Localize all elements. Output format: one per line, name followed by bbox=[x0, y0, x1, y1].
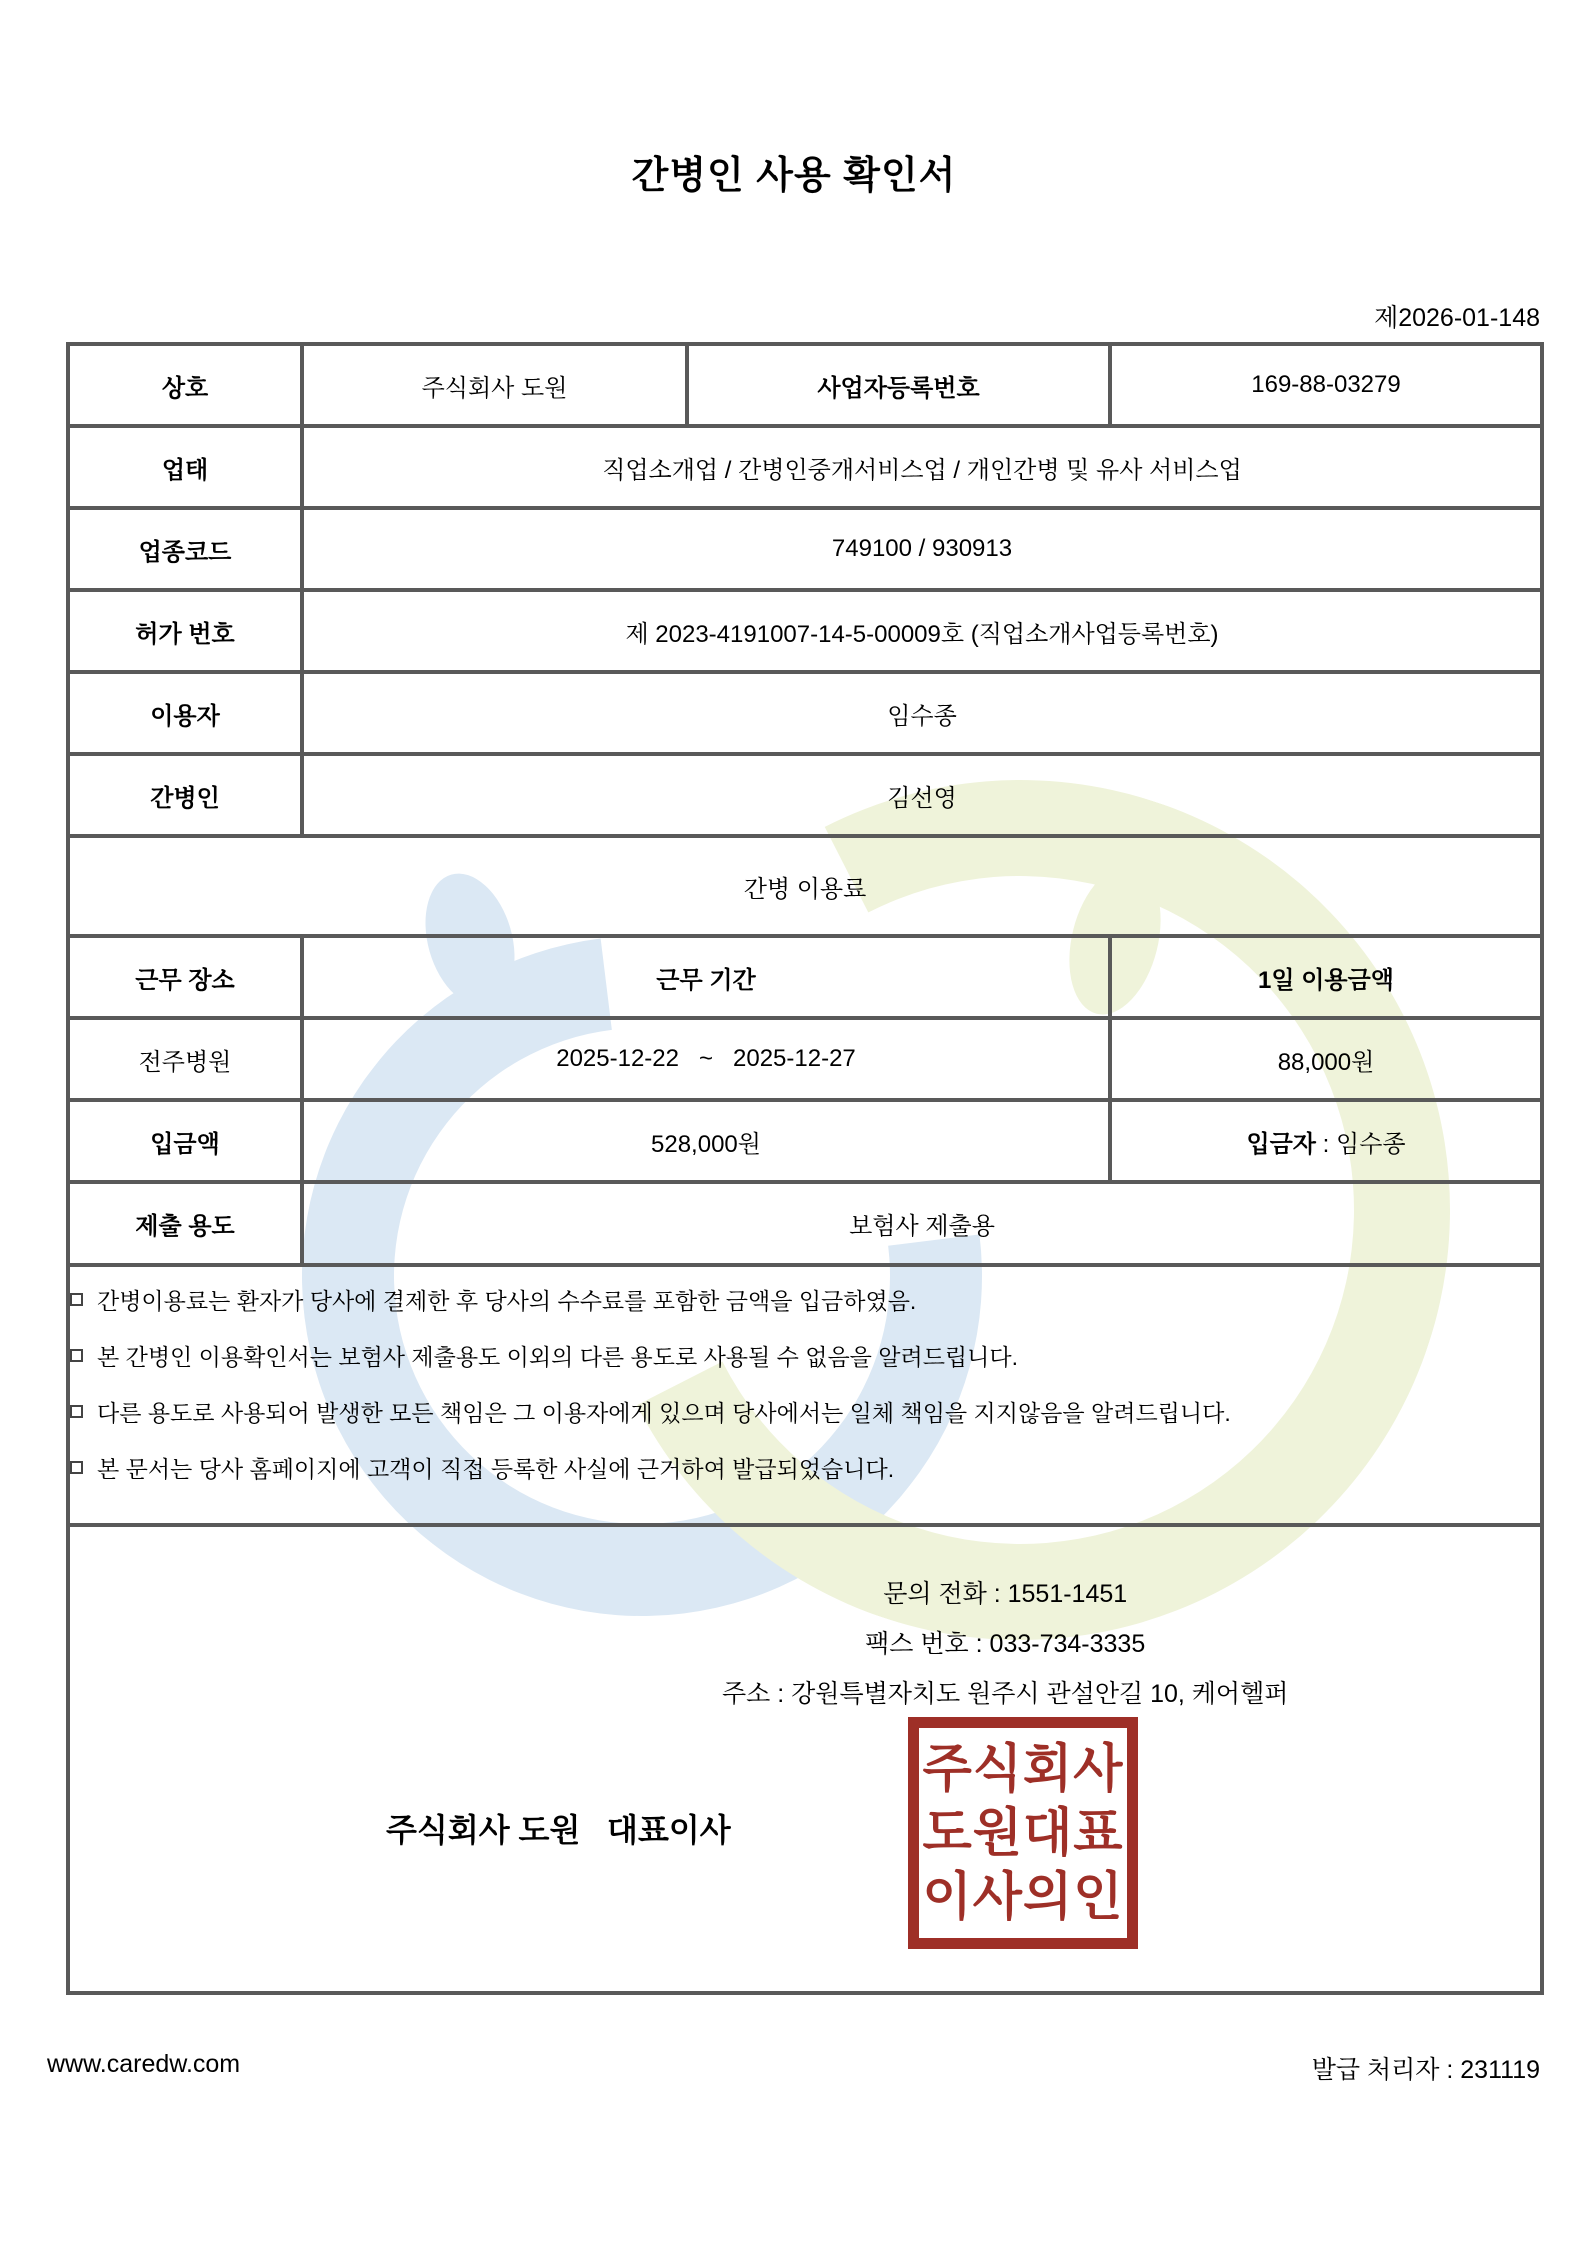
note-text: 본 문서는 당사 홈페이지에 고객이 직접 등록한 사실에 근거하여 발급되었습니다. bbox=[97, 1456, 895, 1482]
purpose-label: 제출 용도 bbox=[68, 1182, 302, 1265]
table-row-business-code bbox=[68, 508, 1542, 590]
square-bullet-icon bbox=[70, 1461, 83, 1474]
seal-line: 이사의인 bbox=[922, 1867, 1124, 1926]
depositor-cell bbox=[1110, 1100, 1542, 1182]
table-row-business-type bbox=[68, 426, 1542, 508]
note-item bbox=[70, 1339, 1540, 1372]
note-text: 본 간병인 이용확인서는 보험사 제출용도 이외의 다른 용도로 사용될 수 없음을 알려드립니다. bbox=[97, 1344, 1018, 1370]
user-label: 이용자 bbox=[68, 672, 302, 754]
depositor-name: : 임수종 bbox=[1316, 1130, 1406, 1158]
seal-line: 도원대표 bbox=[922, 1803, 1124, 1862]
user-value: 임수종 bbox=[302, 672, 1542, 754]
note-item bbox=[70, 1451, 1540, 1484]
page-title: 간병인 사용 확인서 bbox=[631, 155, 957, 197]
note-item bbox=[70, 1283, 1540, 1316]
contact-info bbox=[722, 1569, 1288, 1719]
deposit-label: 입금액 bbox=[68, 1100, 302, 1182]
signoff-box bbox=[68, 1525, 1542, 1993]
website-url: www.caredw.com bbox=[47, 2050, 241, 2078]
contact-address: 주소 : 강원특별자치도 원주시 관설안길 10, 케어헬퍼 bbox=[722, 1680, 1289, 1708]
daily-amount-header: 1일 이용금액 bbox=[1110, 936, 1542, 1018]
company-signature: 주식회사 도원 대표이사 bbox=[386, 1812, 731, 1848]
table-row-fee-data bbox=[68, 1018, 1542, 1100]
work-place-value: 전주병원 bbox=[68, 1018, 302, 1100]
permit-number-label: 허가 번호 bbox=[68, 590, 302, 672]
business-type-label: 업태 bbox=[68, 426, 302, 508]
caregiver-label: 간병인 bbox=[68, 754, 302, 836]
square-bullet-icon bbox=[70, 1405, 83, 1418]
permit-number-value: 제 2023-4191007-14-5-00009호 (직업소개사업등록번호) bbox=[302, 590, 1542, 672]
business-code-value: 749100 / 930913 bbox=[302, 508, 1542, 590]
business-code-label: 업종코드 bbox=[68, 508, 302, 590]
fee-section-title: 간병 이용료 bbox=[68, 836, 1542, 936]
company-seal-stamp bbox=[908, 1717, 1138, 1949]
work-period-header: 근무 기간 bbox=[302, 936, 1110, 1018]
note-item bbox=[70, 1395, 1540, 1428]
contact-phone: 문의 전화 : 1551-1451 bbox=[883, 1580, 1128, 1608]
table-row-purpose bbox=[68, 1182, 1542, 1265]
note-text: 다른 용도로 사용되어 발생한 모든 책임은 그 이용자에게 있으며 당사에서는 일체 책임을 지지않음을 알려드립니다. bbox=[97, 1400, 1231, 1426]
square-bullet-icon bbox=[70, 1349, 83, 1362]
table-row-company bbox=[68, 344, 1542, 426]
purpose-value: 보험사 제출용 bbox=[302, 1182, 1542, 1265]
table-row-permit-number bbox=[68, 590, 1542, 672]
table-row-user bbox=[68, 672, 1542, 754]
table-row-fee-section bbox=[68, 836, 1542, 936]
table-row-notes bbox=[68, 1265, 1542, 1525]
work-place-header: 근무 장소 bbox=[68, 936, 302, 1018]
depositor-label: 입금자 bbox=[1246, 1130, 1316, 1158]
notes-box bbox=[68, 1265, 1542, 1525]
business-type-value: 직업소개업 / 간병인중개서비스업 / 개인간병 및 유사 서비스업 bbox=[302, 426, 1542, 508]
table-row-fee-header bbox=[68, 936, 1542, 1018]
deposit-amount-value: 528,000원 bbox=[302, 1100, 1110, 1182]
company-name-value: 주식회사 도원 bbox=[302, 344, 687, 426]
caregiver-value: 김선영 bbox=[302, 754, 1542, 836]
contact-fax: 팩스 번호 : 033-734-3335 bbox=[865, 1630, 1146, 1658]
table-row-caregiver bbox=[68, 754, 1542, 836]
seal-line: 주식회사 bbox=[922, 1739, 1124, 1798]
confirmation-table bbox=[66, 342, 1544, 1995]
company-name-label: 상호 bbox=[68, 344, 302, 426]
daily-amount-value: 88,000원 bbox=[1110, 1018, 1542, 1100]
document-number: 제2026-01-148 bbox=[1374, 304, 1540, 332]
issuer-id: 발급 처리자 : 231119 bbox=[1311, 2056, 1540, 2084]
business-number-label: 사업자등록번호 bbox=[687, 344, 1110, 426]
work-period-value: 2025-12-22 ~ 2025-12-27 bbox=[302, 1018, 1110, 1100]
table-row-deposit bbox=[68, 1100, 1542, 1182]
square-bullet-icon bbox=[70, 1293, 83, 1306]
business-number-value: 169-88-03279 bbox=[1110, 344, 1542, 426]
note-text: 간병이용료는 환자가 당사에 결제한 후 당사의 수수료를 포함한 금액을 입금하였음. bbox=[97, 1288, 917, 1314]
table-row-signoff bbox=[68, 1525, 1542, 1993]
